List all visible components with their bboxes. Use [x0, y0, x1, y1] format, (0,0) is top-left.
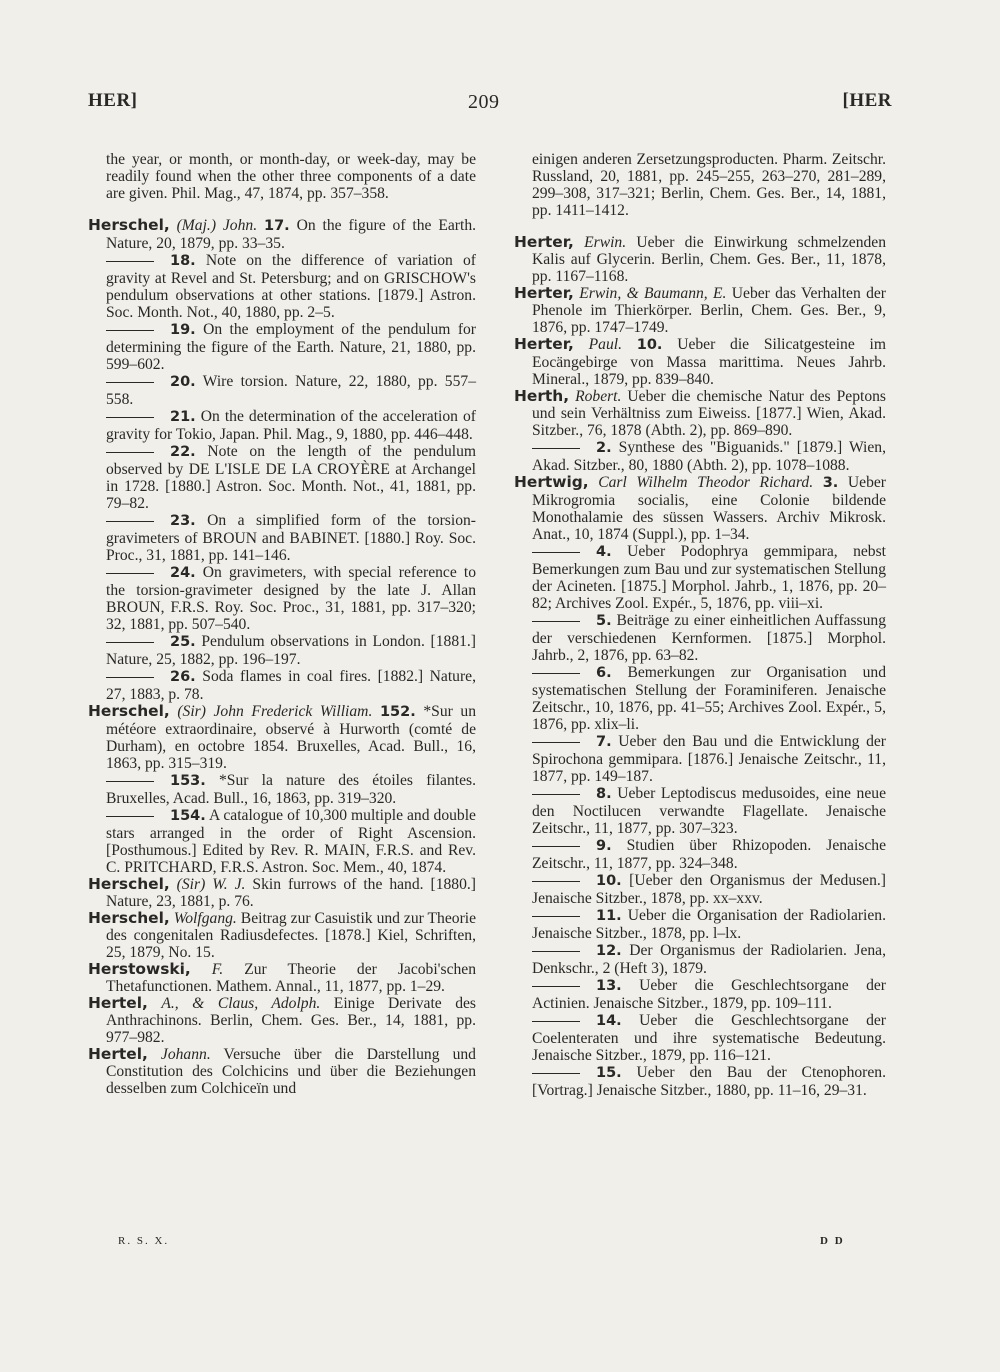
sub-entry [88, 564, 476, 633]
left-column [88, 135, 476, 1097]
ditto-dash [532, 664, 596, 681]
author-name: Herth, [514, 387, 570, 406]
author-name: Herschel, [88, 909, 170, 928]
sub-entry [514, 612, 886, 664]
sub-entry [514, 977, 886, 1012]
paper-number: 13. [596, 978, 622, 995]
gathering-mark: D D [820, 1235, 845, 1247]
author-forename: Paul. [588, 336, 622, 354]
ditto-dash [532, 1012, 596, 1029]
ditto-dash [106, 772, 170, 789]
author-forename: Johann. [160, 1046, 211, 1064]
sub-entry [88, 252, 476, 321]
ditto-dash [532, 612, 596, 629]
ditto-dash [532, 1064, 596, 1081]
paper-number: 152. [379, 704, 416, 721]
sub-entry [88, 807, 476, 876]
paper-number: 24. [170, 565, 196, 582]
author-name: Herter, [514, 284, 574, 303]
author-entry [514, 285, 886, 336]
running-head-left: HER] [88, 90, 138, 111]
entry-text: Beiträge zu einer einheitlichen Auffassung der verschiedenen Kernformen. [1875.] Morphol. Jahrb., 2, 1876, pp. 63–82. [532, 612, 886, 665]
signature-mark: R. S. X. [118, 1235, 170, 1247]
entry-text: Ueber die Organisation der Radiolarien. Jenaische Sitzber., 1878, pp. l–lx. [532, 907, 887, 943]
paper-number: 25. [170, 634, 196, 651]
entry-text: Ueber das Verhalten der Phenole im Thierkörper. Berlin, Chem. Ges. Ber., 9, 1876, pp. 1747–1749. [532, 285, 886, 337]
sub-entry [88, 443, 476, 512]
entry-text: einigen anderen Zersetzungsproducten. Pharm. Zeitschr. Russland, 20, 1881, pp. 245–255, 263–270, 281–289, 299–308, 317–321; Berlin, Chem. Ges. Ber., 14, 1881, pp. 1411–1412. [532, 150, 886, 219]
paper-number: 20. [170, 374, 196, 391]
author-entry [88, 995, 476, 1046]
author-forename: Robert. [575, 388, 622, 406]
entry-text: Ueber die Silicatgesteine im Eocängebirge von Massa marittima. Neues Jahrb. Mineral., 1879, pp. 839–840. [532, 336, 886, 389]
author-name: Hertwig, [514, 473, 589, 492]
sub-entry [514, 1064, 886, 1099]
entry-text: Ueber den Bau und die Entwicklung der Spirochona gemmipara. [1876.] Jenaische Zeitschr., 11, 1877, pp. 149–187. [532, 733, 886, 786]
entry-text: *Sur un météore extraordinaire, observé à Hurworth (comté de Durham), en octobre 1854. Bruxelles, Acad. Bull., 16, 1863, pp. 315–319. [106, 703, 476, 773]
entry-text: Versuche über die Darstellung und Constitution des Colchicins und über die Beziehungen desselben zum Colchiceïn und [106, 1046, 476, 1098]
entry-text: On gravimeters, with special reference to the torsion-gravimeter designed by the late J. Allan BROUN, F.R.S. Roy. Soc. Proc., 31, 1881, pp. 317–320; 32, 1881, pp. 507–540. [106, 564, 476, 634]
author-entry [88, 961, 476, 995]
author-entry [514, 234, 886, 285]
ditto-dash [532, 942, 596, 959]
entry-text: Ueber die Geschlechtsorgane der Actinien. Jenaische Sitzber., 1879, pp. 109–111. [532, 977, 886, 1013]
page-number: 209 [468, 91, 500, 113]
ditto-dash [106, 443, 170, 460]
ditto-dash [106, 668, 170, 685]
paper-number: 10. [636, 337, 663, 354]
author-entry [514, 336, 886, 388]
paper-number: 22. [170, 444, 196, 461]
entry-text: Studien über Rhizopoden. Jenaische Zeitschr., 11, 1877, pp. 324–348. [532, 837, 886, 873]
paper-number: 18. [170, 253, 196, 270]
author-name: Hertel, [88, 994, 148, 1013]
author-name: Herter, [514, 233, 574, 252]
entry-text: Bemerkungen zur Organisation und systematischen Stellung der Foraminiferen. Jenaische Zeitschr., 10, 1876, pp. 41–55; Archives Zool. Expér., 5, 1876, pp. xlix–li. [532, 664, 886, 734]
entry-text: Ueber den Bau der Ctenophoren. [Vortrag.] Jenaische Sitzber., 1880, pp. 11–16, 29–31. [532, 1064, 886, 1100]
author-name: Hertel, [88, 1045, 148, 1064]
entry-text: Synthese des "Biguanids." [1879.] Wien, Akad. Sitzber., 80, 1880 (Abth. 2), pp. 1078–1088. [532, 439, 886, 475]
entry-text: Note on the length of the pendulum observed by DE L'ISLE DE LA CROYÈRE at Archangel in 1728. [1880.] Astron. Soc. Month. Not., 41, 1881, pp. 79–82. [106, 443, 476, 513]
sub-entry [88, 512, 476, 564]
author-entry [88, 217, 476, 252]
author-forename: (Maj.) John. [176, 217, 258, 235]
entry-text: Zur Theorie der Jacobi'schen Thetafunctionen. Mathem. Annal., 11, 1877, pp. 1–29. [106, 961, 476, 996]
paper-number: 4. [596, 544, 612, 561]
paper-number: 11. [596, 908, 622, 925]
entry-text: *Sur la nature des étoiles filantes. Bruxelles, Acad. Bull., 16, 1863, pp. 319–320. [106, 772, 476, 808]
paper-number: 8. [596, 786, 612, 803]
author-entry [88, 910, 476, 961]
author-entry [88, 876, 476, 910]
ditto-dash [106, 807, 170, 824]
ditto-dash [106, 373, 170, 390]
ditto-dash [106, 633, 170, 650]
paper-number: 154. [170, 808, 206, 825]
sub-entry [514, 1012, 886, 1064]
sub-entry [88, 373, 476, 408]
entry-text: Ueber Leptodiscus medusoides, eine neue den Noctilucen verwandte Flagellate. Jenaische Zeitschr., 11, 1877, pp. 307–323. [532, 785, 886, 838]
sub-entry [88, 668, 476, 703]
author-forename: (Sir) W. J. [176, 876, 246, 894]
author-forename: A., & Claus, Adolph. [161, 995, 321, 1013]
paper-number: 15. [596, 1065, 622, 1082]
ditto-dash [106, 564, 170, 581]
paper-number: 17. [264, 218, 290, 235]
entry-text: Soda flames in coal fires. [1882.] Nature, 27, 1883, p. 78. [106, 668, 476, 704]
paper-number: 2. [596, 440, 612, 457]
author-forename: F. [211, 961, 224, 979]
paper-number: 26. [170, 669, 196, 686]
ditto-dash [532, 543, 596, 560]
author-forename: Erwin, & Baumann, E. [579, 285, 727, 303]
ditto-dash [532, 907, 596, 924]
entry-text: On a simplified form of the torsion-gravimeters of BROUN and BABINET. [1880.] Roy. Soc. Proc., 31, 1881, pp. 141–146. [106, 512, 476, 565]
entry-text: Ueber die Einwirkung schmelzenden Kalis auf Glycerin. Berlin, Chem. Ges. Ber., 11, 1878, pp. 1167–1168. [532, 234, 887, 286]
sub-entry [88, 772, 476, 807]
paper-number: 5. [596, 613, 612, 630]
entry-text: Skin furrows of the hand. [1880.] Nature, 23, 1881, p. 76. [106, 876, 476, 911]
entry-continuation [514, 151, 886, 219]
author-forename: Wolfgang. [173, 910, 237, 928]
entry-text: Ueber die Geschlechtsorgane der Coelenteraten und ihre systematische Bedeutung. Jenaische Sitzber., 1879, pp. 116–121. [532, 1012, 886, 1065]
author-name: Herschel, [88, 702, 170, 721]
ditto-dash [532, 439, 596, 456]
running-head-right: [HER [842, 90, 892, 111]
entry-text: On the employment of the pendulum for determining the figure of the Earth. Nature, 21, 1880, pp. 599–602. [106, 321, 477, 374]
entry-text: [Ueber den Organismus der Medusen.] Jenaische Sitzber., 1878, pp. xx–xxv. [532, 872, 886, 908]
sub-entry [514, 837, 886, 872]
entry-text: Note on the difference of variation of gravity at Revel and St. Petersburg; and on GRISCHOW's pendulum observations at other stations. [1879.] Astron. Soc. Month. Not., 40, 1880, pp. 2–5. [106, 252, 476, 322]
sub-entry [514, 439, 886, 474]
author-forename: Erwin. [584, 234, 627, 252]
author-forename: Carl Wilhelm Theodor Richard. [598, 474, 814, 492]
paper-number: 19. [170, 322, 196, 339]
paper-number: 21. [170, 409, 196, 426]
entry-text: Der Organismus der Radiolarien. Jena, Denkschr., 2 (Heft 3), 1879. [532, 942, 886, 978]
sub-entry [514, 907, 886, 942]
paper-number: 7. [596, 734, 612, 751]
entry-text: On the figure of the Earth. Nature, 20, 1879, pp. 33–35. [106, 217, 477, 253]
entry-text: the year, or month, or month-day, or week-day, may be readily found when the other three components of a date are given. Phil. Mag., 47, 1874, pp. 357–358. [106, 150, 476, 202]
author-name: Herter, [514, 335, 574, 354]
paper-number: 12. [596, 943, 622, 960]
ditto-dash [532, 733, 596, 750]
sub-entry [88, 408, 476, 443]
entry-text: On the determination of the acceleration of gravity for Tokio, Japan. Phil. Mag., 9, 1880, pp. 446–448. [106, 408, 476, 444]
ditto-dash [532, 977, 596, 994]
author-entry [88, 1046, 476, 1097]
entry-continuation [88, 151, 476, 202]
entry-text: Beitrag zur Casuistik und zur Theorie des congenitalen Radiusdefectes. [1878.] Kiel, Schriften, 25, 1879, No. 15. [106, 910, 477, 962]
sub-entry [88, 321, 476, 373]
sub-entry [514, 664, 886, 733]
paper-number: 10. [596, 873, 622, 890]
author-entry [514, 474, 886, 543]
sub-entry [88, 633, 476, 668]
entry-text: Ueber Mikrogromia socialis, eine Colonie bildende Monothalamie des süssen Wassers. Archiv Mikrosk. Anat., 10, 1874 (Suppl.), pp. 1–34. [532, 474, 886, 544]
paper-number: 9. [596, 838, 612, 855]
ditto-dash [532, 837, 596, 854]
ditto-dash [532, 785, 596, 802]
entry-text: Ueber die chemische Natur des Peptons und sein Verhältniss zum Eiweiss. [1877.] Wien, Akad. Sitzber., 76, 1878 (Abth. 2), pp. 869–890. [532, 388, 887, 440]
paper-number: 6. [596, 665, 612, 682]
paper-number: 153. [170, 773, 206, 790]
entry-text: Einige Derivate des Anthrachinons. Berlin, Chem. Ges. Ber., 14, 1881, pp. 977–982. [106, 995, 476, 1047]
entry-text: Ueber Podophrya gemmipara, nebst Bemerkungen zum Bau und zur systematischen Stellung der Acineten. [1875.] Morphol. Jahrb., 1, 1876, pp. 20–82; Archives Zool. Expér., 5, 1876, pp. viii–xi. [532, 543, 887, 613]
paper-number: 14. [596, 1013, 622, 1030]
entry-text: Pendulum observations in London. [1881.] Nature, 25, 1882, pp. 196–197. [106, 633, 476, 669]
author-name: Herschel, [88, 216, 170, 235]
sub-entry [514, 785, 886, 837]
sub-entry [514, 942, 886, 977]
author-entry [514, 388, 886, 439]
ditto-dash [532, 872, 596, 889]
entry-text: A catalogue of 10,300 multiple and double stars arranged in the order of Right Ascension. [Posthumous.] Edited by Rev. R. MAIN, F.R.S. and Rev. C. PRITCHARD, F.R.S. Astron. Soc. Mem., 40, 1874. [106, 807, 476, 877]
ditto-dash [106, 321, 170, 338]
sub-entry [514, 543, 886, 612]
right-column [514, 135, 886, 1099]
author-name: Herstowski, [88, 960, 191, 979]
paper-number: 3. [822, 475, 839, 492]
sub-entry [514, 872, 886, 907]
sub-entry [514, 733, 886, 785]
author-forename: (Sir) John Frederick William. [177, 703, 373, 721]
ditto-dash [106, 512, 170, 529]
ditto-dash [106, 252, 170, 269]
paper-number: 23. [170, 513, 196, 530]
entry-text: Wire torsion. Nature, 22, 1880, pp. 557–558. [106, 373, 476, 409]
author-name: Herschel, [88, 875, 170, 894]
ditto-dash [106, 408, 170, 425]
author-entry [88, 703, 476, 772]
